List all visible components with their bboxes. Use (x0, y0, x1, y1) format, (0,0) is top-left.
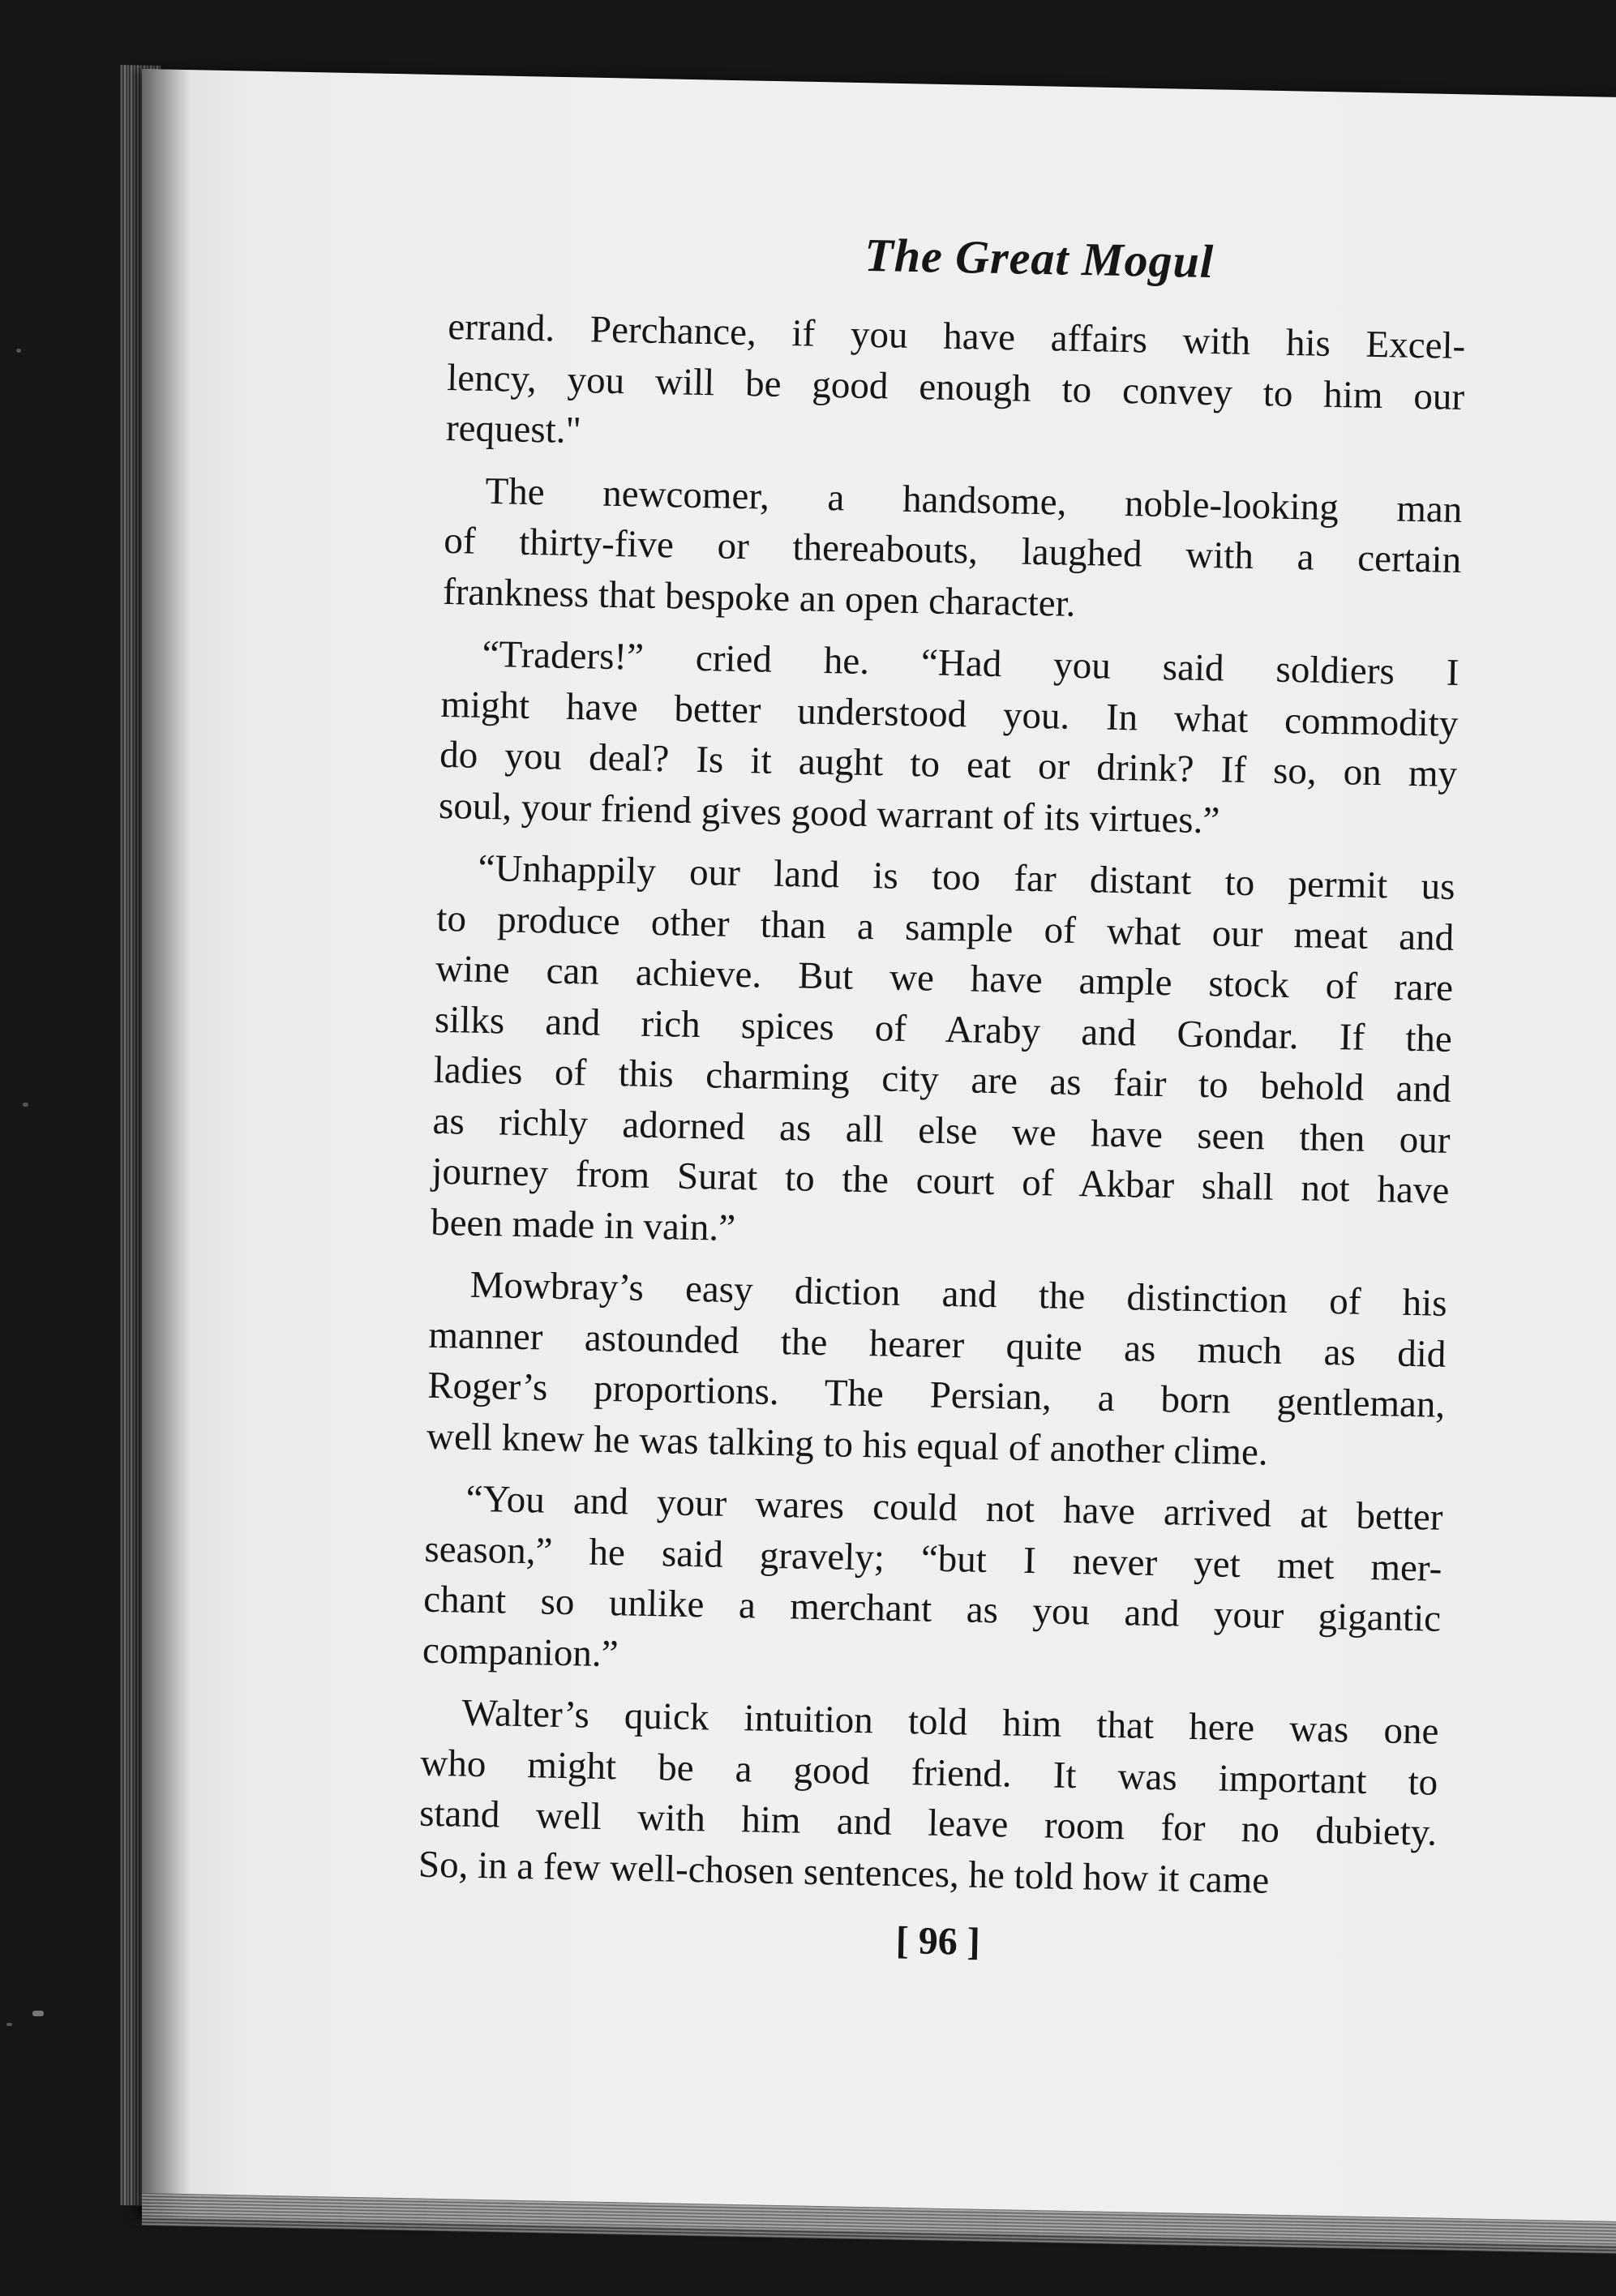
text-line: request." (445, 406, 582, 452)
text-line: frankness that bespoke an open character. (442, 570, 1076, 625)
text-line: might have better understood you. In what commodity (440, 683, 1459, 745)
body-text (418, 302, 1465, 1909)
text-line: Walter’s quick intuition told him that here was one (461, 1691, 1439, 1753)
text-line: Mowbray’s easy diction and the distinction of his (469, 1263, 1448, 1325)
speck (6, 2023, 12, 2026)
paragraph (422, 1473, 1444, 1695)
paragraph (431, 842, 1455, 1267)
text-line: companion.” (422, 1629, 619, 1675)
text-line: chant so unlike a merchant as you and your gigantic (422, 1578, 1442, 1640)
paragraph (439, 628, 1460, 850)
text-line: do you deal? Is it aught to eat or drink? If so, on my (439, 733, 1458, 795)
text-line: of thirty-five or thereabouts, laughed with a certain (443, 519, 1462, 582)
text-line: as richly adorned as all else we have seen then our (432, 1099, 1451, 1162)
text-line: “Unhappily our land is too far distant to permit us (478, 846, 1455, 908)
text-line: lency, you will be good enough to convey to him our (446, 356, 1465, 418)
speck (23, 1103, 28, 1107)
paragraph (418, 1687, 1439, 1909)
text-line: to produce other than a sample of what our meat and (435, 897, 1455, 959)
text-line: wine can achieve. But we have ample stock of rare (435, 947, 1454, 1009)
paragraph (443, 465, 1463, 636)
text-line: well knew he was talking to his equal of another clime. (426, 1415, 1269, 1474)
running-head: The Great Mogul (864, 228, 1215, 289)
text-line: been made in vain.” (430, 1201, 736, 1249)
paragraph (427, 1259, 1448, 1481)
text-line: “You and your wares could not have arrived at better (465, 1477, 1443, 1539)
paragraph (445, 302, 1465, 473)
text-line: soul, your friend gives good warrant of its virtues.” (438, 784, 1220, 842)
text-line: errand. Perchance, if you have affairs with his Excel- (447, 305, 1466, 368)
text-line: Roger’s proportions. The Persian, a born gentleman, (427, 1364, 1446, 1426)
gutter-shadow (142, 69, 191, 2218)
text-line: “Traders!” cried he. “Had you said soldiers I (482, 632, 1460, 694)
page-text-block (417, 219, 1468, 1976)
text-line: The newcomer, a handsome, noble-looking man (485, 469, 1463, 531)
speck (32, 2011, 44, 2016)
text-line: ladies of this charming city are as fair to behold and (433, 1048, 1452, 1111)
text-line: season,” he said gravely; “but I never yet met mer- (424, 1527, 1442, 1590)
text-line: who might be a good friend. It was important to (419, 1741, 1438, 1804)
page-number: [ 96 ] (895, 1918, 981, 1964)
text-line: silks and rich spices of Araby and Gondar. If the (434, 998, 1453, 1060)
speck (16, 349, 21, 353)
text-line: So, in a few well-chosen sentences, he told how it came (418, 1843, 1270, 1902)
text-line: manner astounded the hearer quite as much as did (428, 1313, 1447, 1376)
text-line: stand well with him and leave room for no dubiety. (418, 1792, 1438, 1854)
text-line: journey from Surat to the court of Akbar shall not have (431, 1150, 1450, 1212)
